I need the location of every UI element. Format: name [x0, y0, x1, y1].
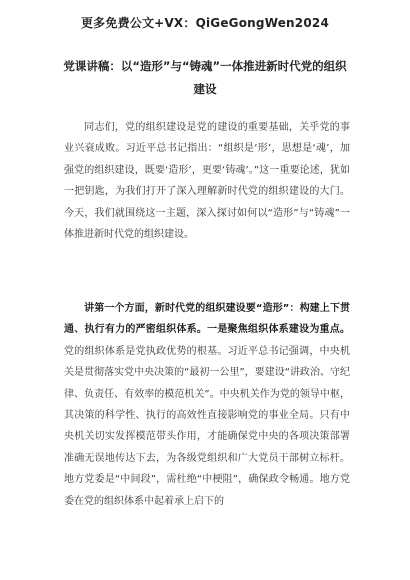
paragraph-intro: [64, 117, 350, 245]
paragraph-section-one: [64, 298, 350, 512]
document-title: 党课讲稿：以“造形”与“铸魂”一体推进新时代党的组织建设: [63, 59, 347, 96]
section-one-body: 党的组织体系是党执政优势的根基。习近平总书记强调，中央机关是贯彻落实党中央决策的“最初一公里”，要建设“讲政治、守纪律、负责任、有效率的模范机关”。中央机关作为党的领导中枢，其决策的科学性、执行的高效性直接影响党的事业全局。只有中央机关切实发挥模范带头作用，才能确保党中央的各项决策部署准确无误地传达下去，为各级党组织和广大党员干部树立标杆。地方党委是“中间段”，需杜绝“中梗阻”，确保政令畅通。地方党委在党的组织体系中起着承上启下的: [64, 345, 350, 507]
paragraph-intro-text: 同志们，党的组织建设是党的建设的重要基础，关乎党的事业兴衰成败。习近平总书记指出：“组织是‘形’，思想是‘魂’，加强党的组织建设，既要‘造形’，更要‘铸魂’。”这一重要论述，犹如一把钥匙，为我们打开了深入理解新时代党的组织建设的大门。今天，我们就围绕这一主题，深入探讨如何以“造形”与“铸魂”一体推进新时代党的组织建设。: [64, 122, 350, 241]
section-one-heading: 讲第一个方面，新时代党的组织建设要“造形”：构建上下贯通、执行有力的严密组织体系。一是聚焦组织体系建设为重点。: [64, 303, 350, 336]
page-header: 更多免费公文+VX：QiGeGongWen2024: [80, 16, 329, 30]
